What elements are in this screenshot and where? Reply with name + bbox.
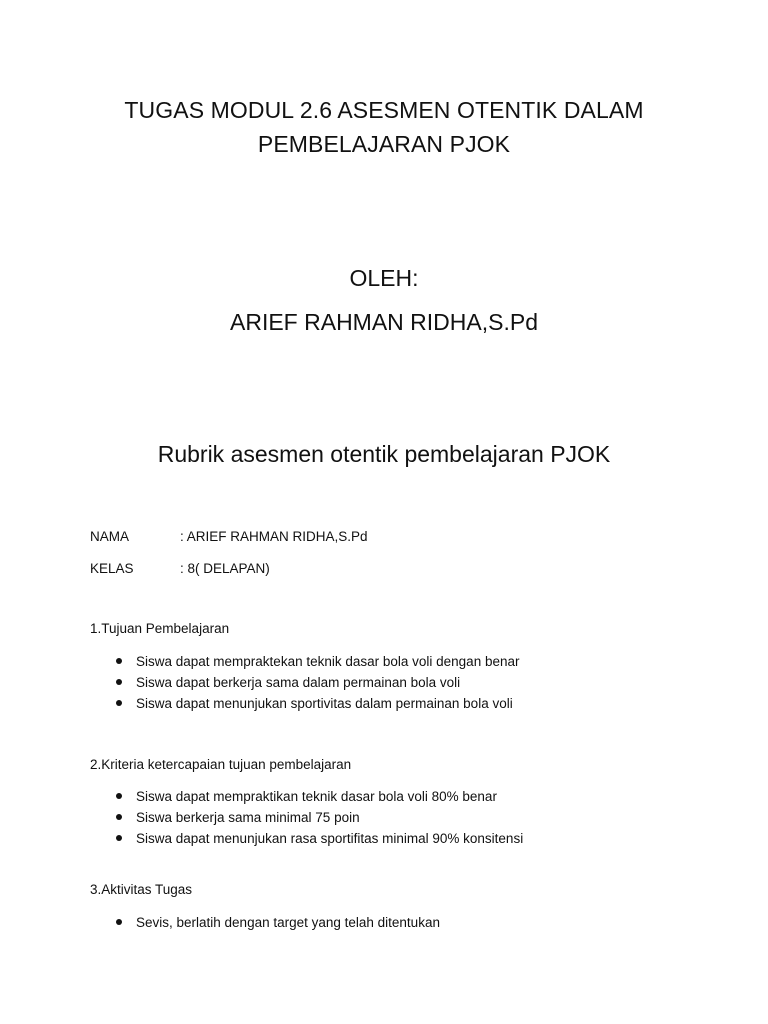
list-item-text: Siswa dapat mempraktikan teknik dasar bola voli 80% benar: [136, 789, 497, 804]
list-item-text: Siswa dapat mempraktekan teknik dasar bola voli dengan benar: [136, 654, 520, 669]
info-row-kelas: [90, 560, 270, 578]
section-heading-kriteria: 2.Kriteria ketercapaian tujuan pembelajaran: [90, 757, 352, 772]
bullet-icon: [116, 793, 122, 799]
document-title-line-1: TUGAS MODUL 2.6 ASESMEN OTENTIK DALAM: [124, 97, 644, 123]
list-tujuan: [116, 651, 519, 714]
list-item-text: Siswa dapat menunjukan rasa sportifitas minimal 90% konsitensi: [136, 831, 524, 846]
list-item-text: Siswa dapat berkerja sama dalam permainan bola voli: [136, 675, 461, 690]
list-aktivitas: [116, 912, 440, 933]
nama-label: NAMA: [90, 529, 130, 544]
list-item: [116, 807, 523, 828]
bullet-icon: [116, 835, 122, 841]
list-kriteria: [116, 786, 523, 849]
list-item-text: Sevis, berlatih dengan target yang telah ditentukan: [136, 915, 440, 930]
bullet-icon: [116, 919, 122, 925]
list-item: [116, 693, 519, 714]
list-item: [116, 912, 440, 933]
kelas-label: KELAS: [90, 561, 134, 576]
bullet-icon: [116, 700, 122, 706]
bullet-icon: [116, 658, 122, 664]
bullet-icon: [116, 814, 122, 820]
list-item-text: Siswa dapat menunjukan sportivitas dalam permainan bola voli: [136, 696, 513, 711]
list-item: [116, 828, 523, 849]
list-item-text: Siswa berkerja sama minimal 75 poin: [136, 810, 360, 825]
byline-label: OLEH:: [349, 265, 419, 291]
bullet-icon: [116, 679, 122, 685]
kelas-value: : 8( DELAPAN): [180, 561, 270, 576]
document-title-line-2: PEMBELAJARAN PJOK: [257, 131, 511, 157]
list-item: [116, 651, 519, 672]
section-heading-aktivitas: 3.Aktivitas Tugas: [90, 882, 193, 897]
document-subtitle: Rubrik asesmen otentik pembelajaran PJOK: [157, 441, 611, 467]
list-item: [116, 672, 519, 693]
list-item: [116, 786, 523, 807]
author-name: ARIEF RAHMAN RIDHA,S.Pd: [230, 309, 538, 335]
info-row-nama: [90, 528, 368, 546]
nama-value: : ARIEF RAHMAN RIDHA,S.Pd: [180, 529, 368, 544]
section-heading-tujuan: 1.Tujuan Pembelajaran: [90, 621, 230, 636]
